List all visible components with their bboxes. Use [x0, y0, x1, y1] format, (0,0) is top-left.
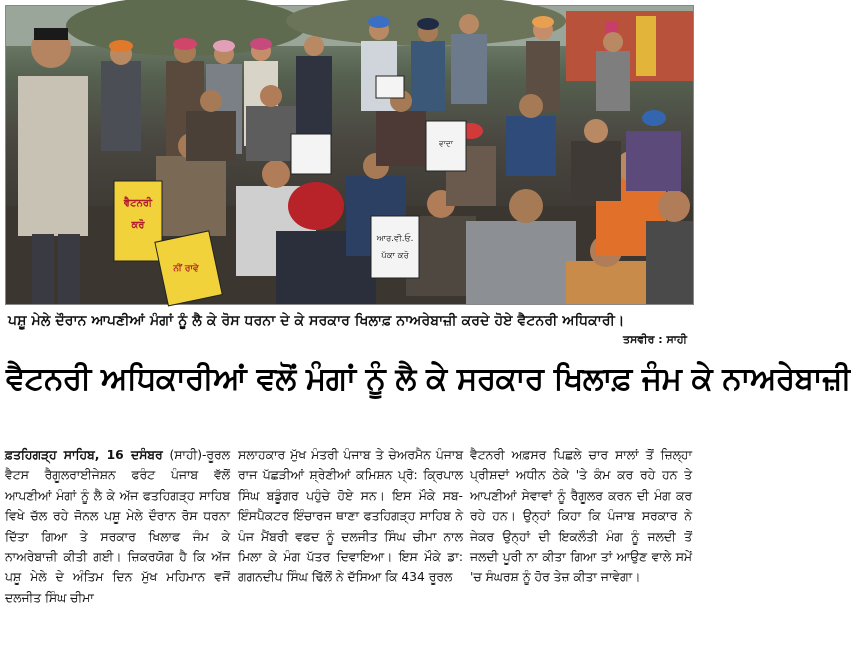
stall-decoration	[636, 16, 656, 76]
placard-3	[426, 121, 466, 171]
headline: ਵੈਟਨਰੀ ਅਧਿਕਾਰੀਆਂ ਵਲੋਂ ਮੰਗਾਂ ਨੂੰ ਲੈ ਕੇ ਸਰਕਾਰ ਖਿਲਾਫ਼ ਜੰਮ ਕੇ ਨਾਅਰੇਬਾਜ਼ੀ	[6, 361, 851, 397]
placard-2	[371, 216, 419, 278]
article-column-2	[238, 445, 463, 588]
svg-text:ਵਾਦਾ: ਵਾਦਾ	[439, 139, 453, 148]
placard-small	[291, 134, 331, 174]
column-text: (ਸਾਹੀ)-ਰੂਰਲ ਵੈਟਸ ਰੈਗੂਲਰਾਈਜੇਸ਼ਨ ਫਰੰਟ ਪੰਜਾਬ ਵੱਲੋਂ ਆਪਣੀਆਂ ਮੰਗਾਂ ਨੂੰ ਲੈ ਕੇ ਅੱਜ ਫਤਹਿਗੜ੍ਹ ਸਾਹਿਬ ਵਿਖੇ ਚੱਲ ਰਹੇ ਜੋਨਲ ਪਸ਼ੂ ਮੇਲੇ ਦੌਰਾਨ ਰੋਸ ਧਰਨਾ ਦਿੱਤਾ ਗਿਆ ਤੇ ਸਰਕਾਰ ਖਿਲਾਫ ਜੰਮ ਕੇ ਨਾਅਰੇਬਾਜ਼ੀ ਕੀਤੀ ਗਈ। ਜ਼ਿਕਰਯੋਗ ਹੈ ਕਿ ਅੱਜ ਪਸ਼ੂ ਮੇਲੇ ਦੇ ਅੰਤਿਮ ਦਿਨ ਮੁੱਖ ਮਹਿਮਾਨ ਵਜੋਂ ਦਲਜੀਤ ਸਿੰਘ ਚੀਮਾ	[5, 448, 230, 605]
column-text: ਸਲਾਹਕਾਰ ਮੁੱਖ ਮੰਤਰੀ ਪੰਜਾਬ ਤੇ ਚੇਅਰਮੈਨ ਪੰਜਾਬ ਰਾਜ ਪੱਛੜੀਆਂ ਸ਼੍ਰੇਣੀਆਂ ਕਮਿਸ਼ਨ ਪ੍ਰੋ: ਕ੍ਰਿਪਾਲ ਸਿੰਘ ਬਡੂੰਗਰ ਪਹੁੰਚੇ ਹੋਏ ਸਨ। ਇਸ ਮੌਕੇ ਸਬ-ਇੰਸਪੈਕਟਰ ਇੰਚਾਰਜ ਥਾਣਾ ਫਤਹਿਗੜ੍ਹ ਸਾਹਿਬ ਨੇ ਪੰਜ ਮੈਂਬਰੀ ਵਫਦ ਨੂੰ ਦਲਜੀਤ ਸਿੰਘ ਚੀਮਾ ਨਾਲ ਮਿਲਾ ਕੇ ਮੰਗ ਪੱਤਰ ਦਿਵਾਇਆ। ਇਸ ਮੌਕੇ ਡਾ: ਗਗਨਦੀਪ ਸਿੰਘ ਢਿੱਲੋਂ ਨੇ ਦੱਸਿਆ ਕਿ 434 ਰੂਰਲ	[238, 448, 463, 585]
photo-credit: ਤਸਵੀਰ : ਸਾਹੀ	[623, 333, 687, 346]
svg-text:ਕਰੋ: ਕਰੋ	[131, 220, 145, 231]
placard-small	[376, 76, 404, 98]
svg-text:ਵੈਟਨਰੀ: ਵੈਟਨਰੀ	[123, 198, 153, 209]
article-column-3	[470, 445, 692, 588]
column-text: ਵੈਟਨਰੀ ਅਫ਼ਸਰ ਪਿਛਲੇ ਚਾਰ ਸਾਲਾਂ ਤੋਂ ਜ਼ਿਲ੍ਹਾ ਪ੍ਰੀਸ਼ਦਾਂ ਅਧੀਨ ਠੇਕੇ 'ਤੇ ਕੰਮ ਕਰ ਰਹੇ ਹਨ ਤੇ ਆਪਣੀਆਂ ਸੇਵਾਵਾਂ ਨੂੰ ਰੈਗੂਲਰ ਕਰਨ ਦੀ ਮੰਗ ਕਰ ਰਹੇ ਹਨ। ਉਨ੍ਹਾਂ ਕਿਹਾ ਕਿ ਪੰਜਾਬ ਸਰਕਾਰ ਨੇ ਜੇਕਰ ਉਨ੍ਹਾਂ ਦੀ ਇਕਲੌਤੀ ਮੰਗ ਨੂੰ ਜਲਦੀ ਤੋਂ ਜਲਦੀ ਪੂਰੀ ਨਾ ਕੀਤਾ ਗਿਆ ਤਾਂ ਆਉਣ ਵਾਲੇ ਸਮੇਂ 'ਚ ਸੰਘਰਸ਼ ਨੂੰ ਹੋਰ ਤੇਜ਼ ਕੀਤਾ ਜਾਵੇਗਾ।	[470, 448, 692, 585]
svg-text:ਪੱਕਾ ਕਰੋ: ਪੱਕਾ ਕਰੋ	[381, 251, 409, 261]
news-photo	[5, 5, 694, 305]
protest-scene	[6, 6, 693, 304]
article-column-1	[5, 445, 230, 608]
dateline: ਫ਼ਤਹਿਗੜ੍ਹ ਸਾਹਿਬ, 16 ਦਸੰਬਰ	[5, 448, 163, 462]
placard-1	[114, 181, 162, 261]
svg-text:ਆਰ.ਵੀ.ਓ.: ਆਰ.ਵੀ.ਓ.	[376, 234, 414, 244]
article-body	[5, 445, 692, 660]
svg-text:ਨੀਂ ਰਾਵੇ: ਨੀਂ ਰਾਵੇ	[173, 264, 199, 274]
photo-caption	[8, 311, 690, 331]
caption-text: ਪਸ਼ੂ ਮੇਲੇ ਦੌਰਾਨ ਆਪਣੀਆਂ ਮੰਗਾਂ ਨੂੰ ਲੈ ਕੇ ਰੋਸ ਧਰਨਾ ਦੇ ਕੇ ਸਰਕਾਰ ਖਿਲਾਫ਼ ਨਾਅਰੇਬਾਜ਼ੀ ਕਰਦੇ ਹੋਏ ਵੈਟਨਰੀ ਅਧਿਕਾਰੀ।	[8, 313, 625, 329]
